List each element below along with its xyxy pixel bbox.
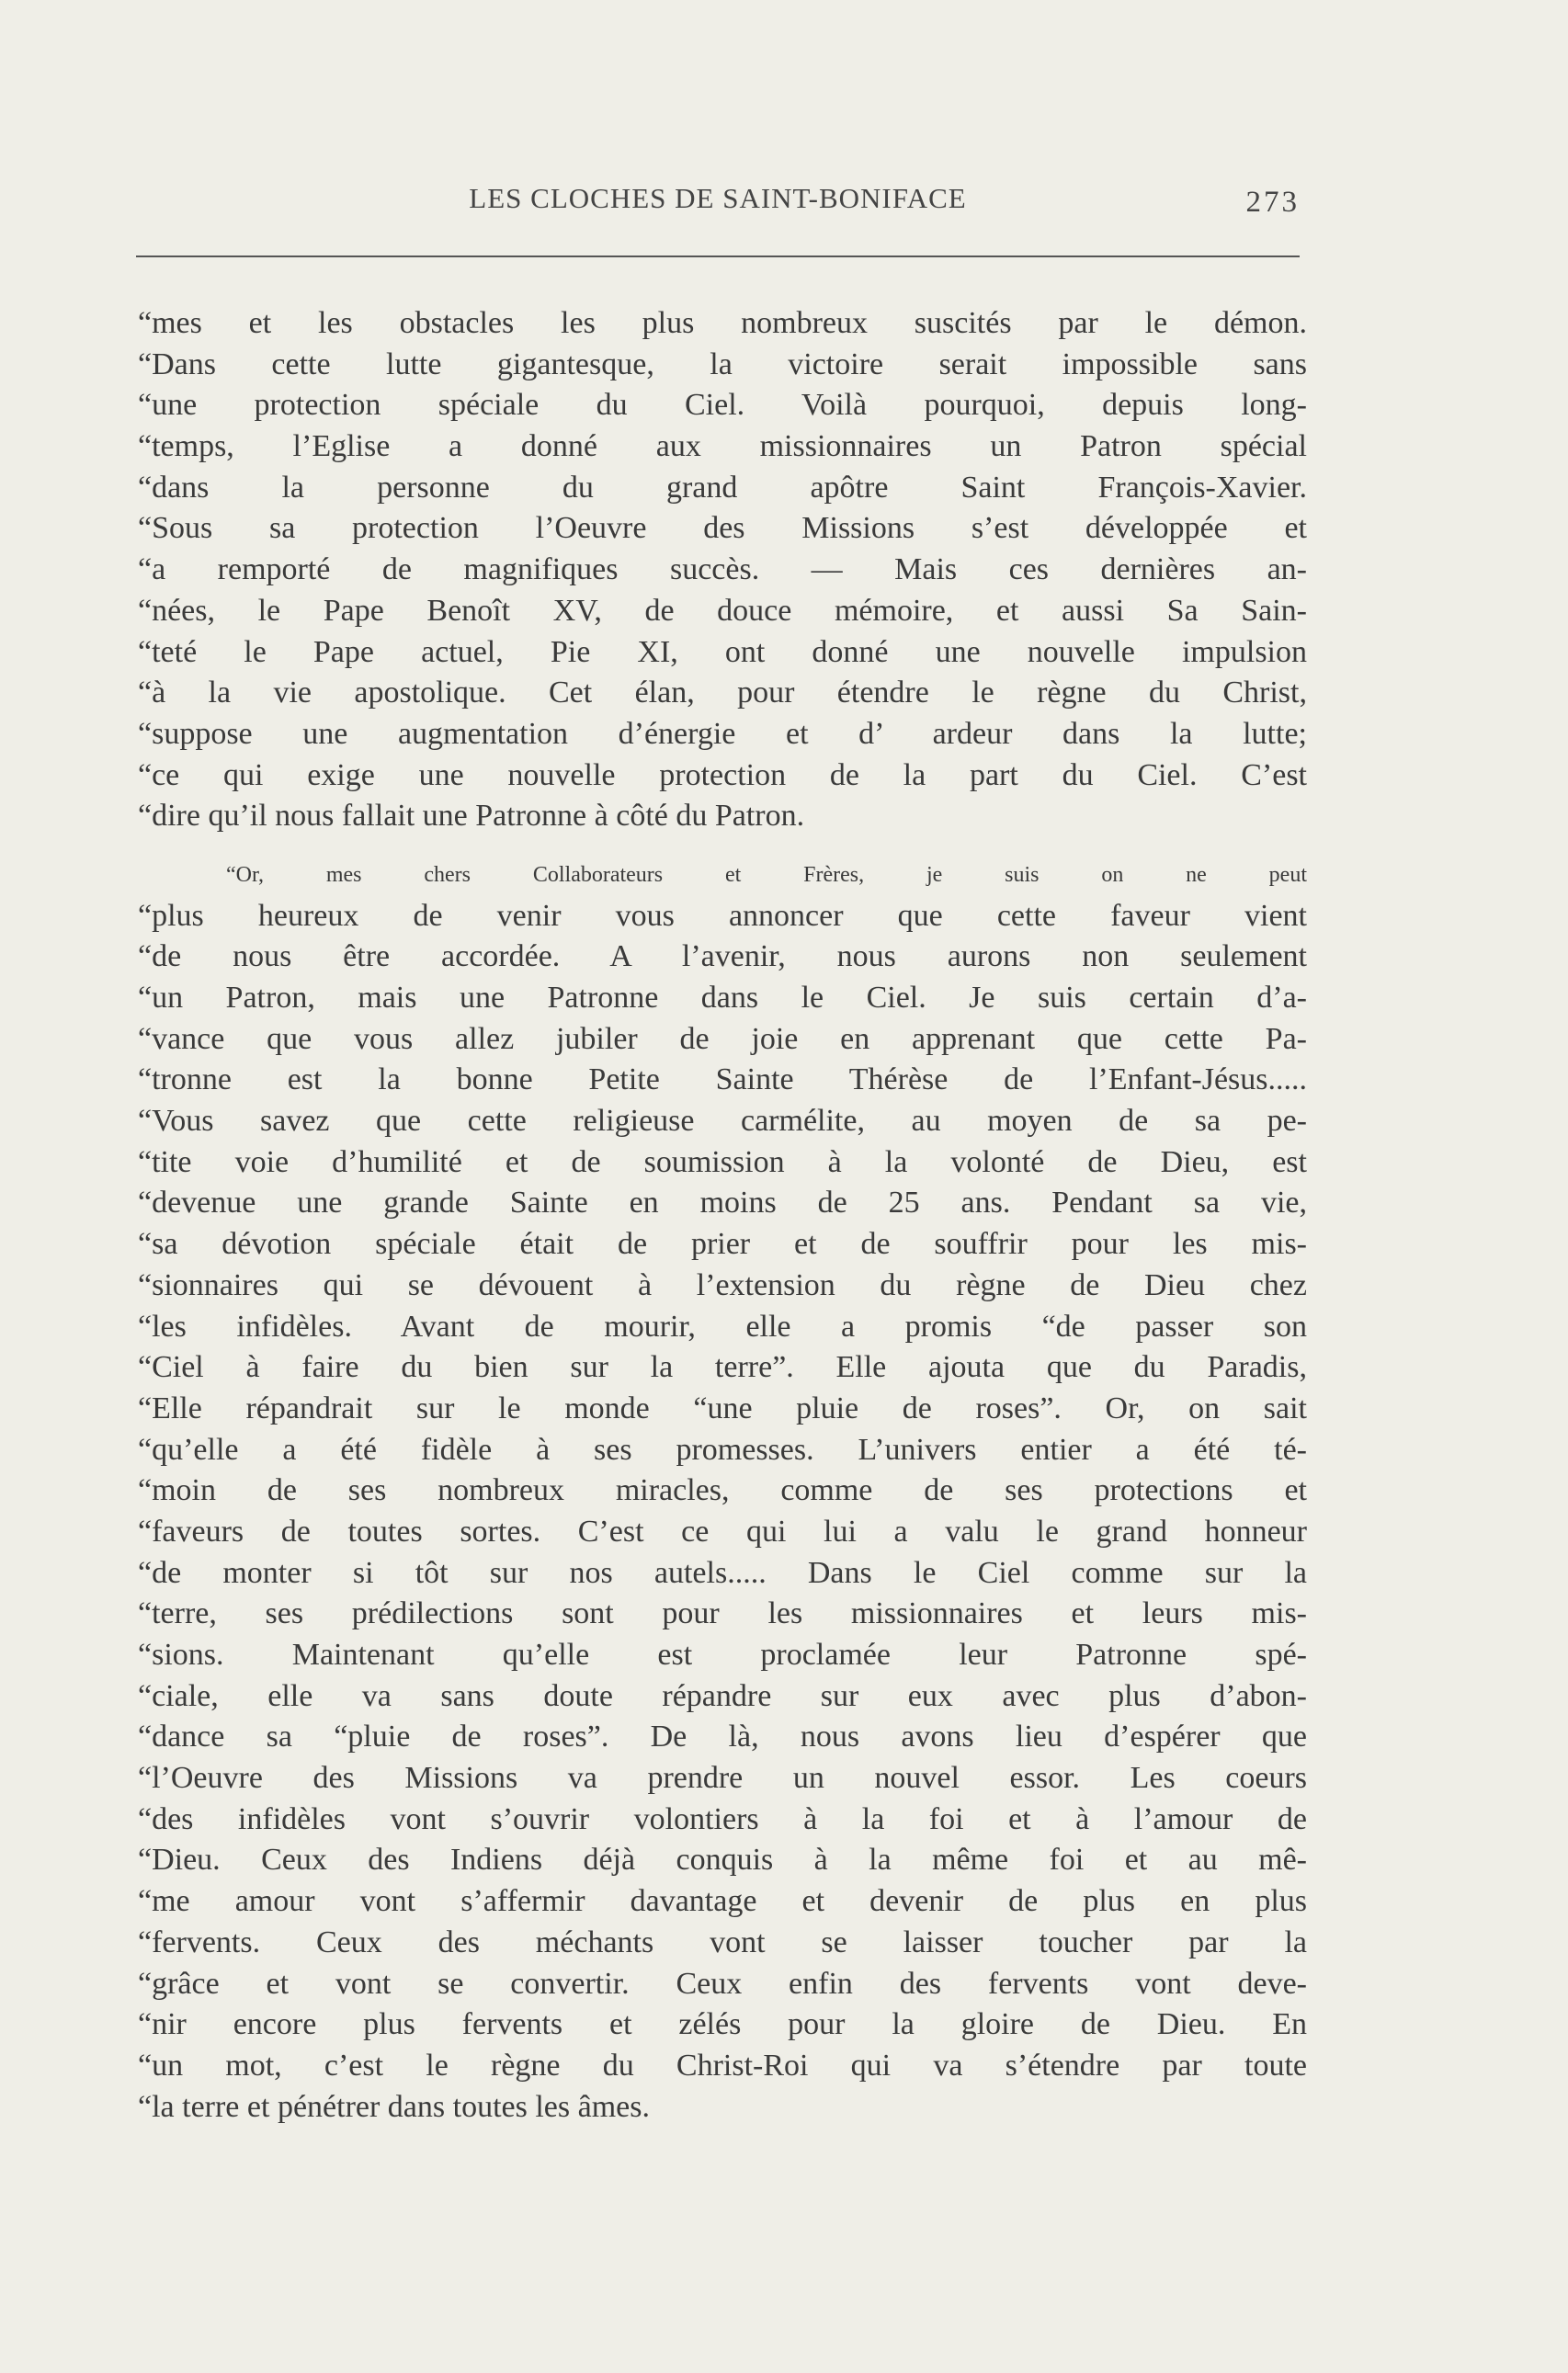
text-line: “nir encore plus fervents et zélés pour la gloire de Dieu. En bbox=[138, 2007, 1307, 2042]
text-line: “grâce et vont se convertir. Ceux enfin des fervents vont deve- bbox=[138, 1966, 1307, 2001]
text-line: “ce qui exige une nouvelle protection de la part du Ciel. C’est bbox=[138, 757, 1307, 792]
text-line: “une protection spéciale du Ciel. Voilà pourquoi, depuis long- bbox=[138, 388, 1307, 423]
text-line: “fervents. Ceux des méchants vont se laisser toucher par la bbox=[138, 1925, 1307, 1959]
text-line: “sions. Maintenant qu’elle est proclamée leur Patronne spé- bbox=[138, 1638, 1307, 1672]
text-line: “dance sa “pluie de roses”. De là, nous avons lieu d’espérer que bbox=[138, 1720, 1307, 1754]
text-line: “Or, mes chers Collaborateurs et Frères, je suis on ne peut bbox=[226, 862, 1307, 887]
text-line: “un Patron, mais une Patronne dans le Ciel. Je suis certain d’a- bbox=[138, 981, 1307, 1015]
text-line: “teté le Pape actuel, Pie XI, ont donné une nouvelle impulsion bbox=[138, 634, 1307, 669]
text-line: “l’Oeuvre des Missions va prendre un nouvel essor. Les coeurs bbox=[138, 1761, 1307, 1796]
text-line: “ciale, elle va sans doute répandre sur eux avec plus d’abon- bbox=[138, 1678, 1307, 1713]
text-line: “Ciel à faire du bien sur la terre”. Elle ajouta que du Paradis, bbox=[138, 1350, 1307, 1385]
text-line: “dire qu’il nous fallait une Patronne à côté du Patron. bbox=[138, 799, 805, 834]
text-line: “les infidèles. Avant de mourir, elle a promis “de passer son bbox=[138, 1309, 1307, 1344]
page-number: 273 bbox=[1245, 186, 1300, 219]
text-line: “mes et les obstacles les plus nombreux suscités par le démon. bbox=[138, 306, 1307, 340]
text-line: “moin de ses nombreux miracles, comme de ses protections et bbox=[138, 1473, 1307, 1508]
text-line: “tronne est la bonne Petite Sainte Thérèse de l’Enfant-Jésus..... bbox=[138, 1062, 1307, 1097]
text-line: “sa dévotion spéciale était de prier et de souffrir pour les mis- bbox=[138, 1227, 1307, 1262]
text-line: “des infidèles vont s’ouvrir volontiers à la foi et à l’amour de bbox=[138, 1801, 1307, 1836]
header-rule bbox=[136, 255, 1300, 257]
text-line: “qu’elle a été fidèle à ses promesses. L’univers entier a été té- bbox=[138, 1432, 1307, 1467]
text-line: “a remporté de magnifiques succès. — Mais ces dernières an- bbox=[138, 552, 1307, 587]
running-header bbox=[136, 182, 1300, 228]
text-line: “terre, ses prédilections sont pour les missionnaires et leurs mis- bbox=[138, 1596, 1307, 1631]
text-line: “Vous savez que cette religieuse carmélite, au moyen de sa pe- bbox=[138, 1104, 1307, 1139]
text-line: “Dieu. Ceux des Indiens déjà conquis à la même foi et au mê- bbox=[138, 1843, 1307, 1878]
text-line: “vance que vous allez jubiler de joie en apprenant que cette Pa- bbox=[138, 1021, 1307, 1056]
text-line: “un mot, c’est le règne du Christ-Roi qui va s’étendre par toute bbox=[138, 2048, 1307, 2083]
text-line: “nées, le Pape Benoît XV, de douce mémoire, et aussi Sa Sain- bbox=[138, 593, 1307, 628]
text-line: “Sous sa protection l’Oeuvre des Missions s’est développée et bbox=[138, 511, 1307, 546]
text-line: “faveurs de toutes sortes. C’est ce qui lui a valu le grand honneur bbox=[138, 1514, 1307, 1549]
text-line: “de monter si tôt sur nos autels..... Dans le Ciel comme sur la bbox=[138, 1555, 1307, 1590]
text-line: “temps, l’Eglise a donné aux missionnaires un Patron spécial bbox=[138, 429, 1307, 464]
text-line: “me amour vont s’affermir davantage et devenir de plus en plus bbox=[138, 1884, 1307, 1919]
text-line: “devenue une grande Sainte en moins de 25 ans. Pendant sa vie, bbox=[138, 1186, 1307, 1221]
text-line: “Dans cette lutte gigantesque, la victoire serait impossible sans bbox=[138, 346, 1307, 381]
text-line: “tite voie d’humilité et de soumission à la volonté de Dieu, est bbox=[138, 1144, 1307, 1179]
body-text bbox=[138, 303, 1307, 2128]
text-line: “dans la personne du grand apôtre Saint François-Xavier. bbox=[138, 470, 1307, 505]
text-line: “Elle répandrait sur le monde “une pluie de roses”. Or, on sait bbox=[138, 1391, 1307, 1425]
running-title: LES CLOCHES DE SAINT-BONIFACE bbox=[469, 182, 967, 214]
text-line: “plus heureux de venir vous annoncer que cette faveur vient bbox=[138, 898, 1307, 933]
text-line: “suppose une augmentation d’énergie et d’ ardeur dans la lutte; bbox=[138, 716, 1307, 751]
text-line: “sionnaires qui se dévouent à l’extension du règne de Dieu chez bbox=[138, 1267, 1307, 1302]
paragraph bbox=[138, 855, 1307, 2128]
paragraph bbox=[138, 303, 1307, 837]
text-line: “de nous être accordée. A l’avenir, nous aurons non seulement bbox=[138, 939, 1307, 974]
text-line: “la terre et pénétrer dans toutes les âmes. bbox=[138, 2089, 650, 2124]
text-line: “à la vie apostolique. Cet élan, pour étendre le règne du Christ, bbox=[138, 676, 1307, 710]
